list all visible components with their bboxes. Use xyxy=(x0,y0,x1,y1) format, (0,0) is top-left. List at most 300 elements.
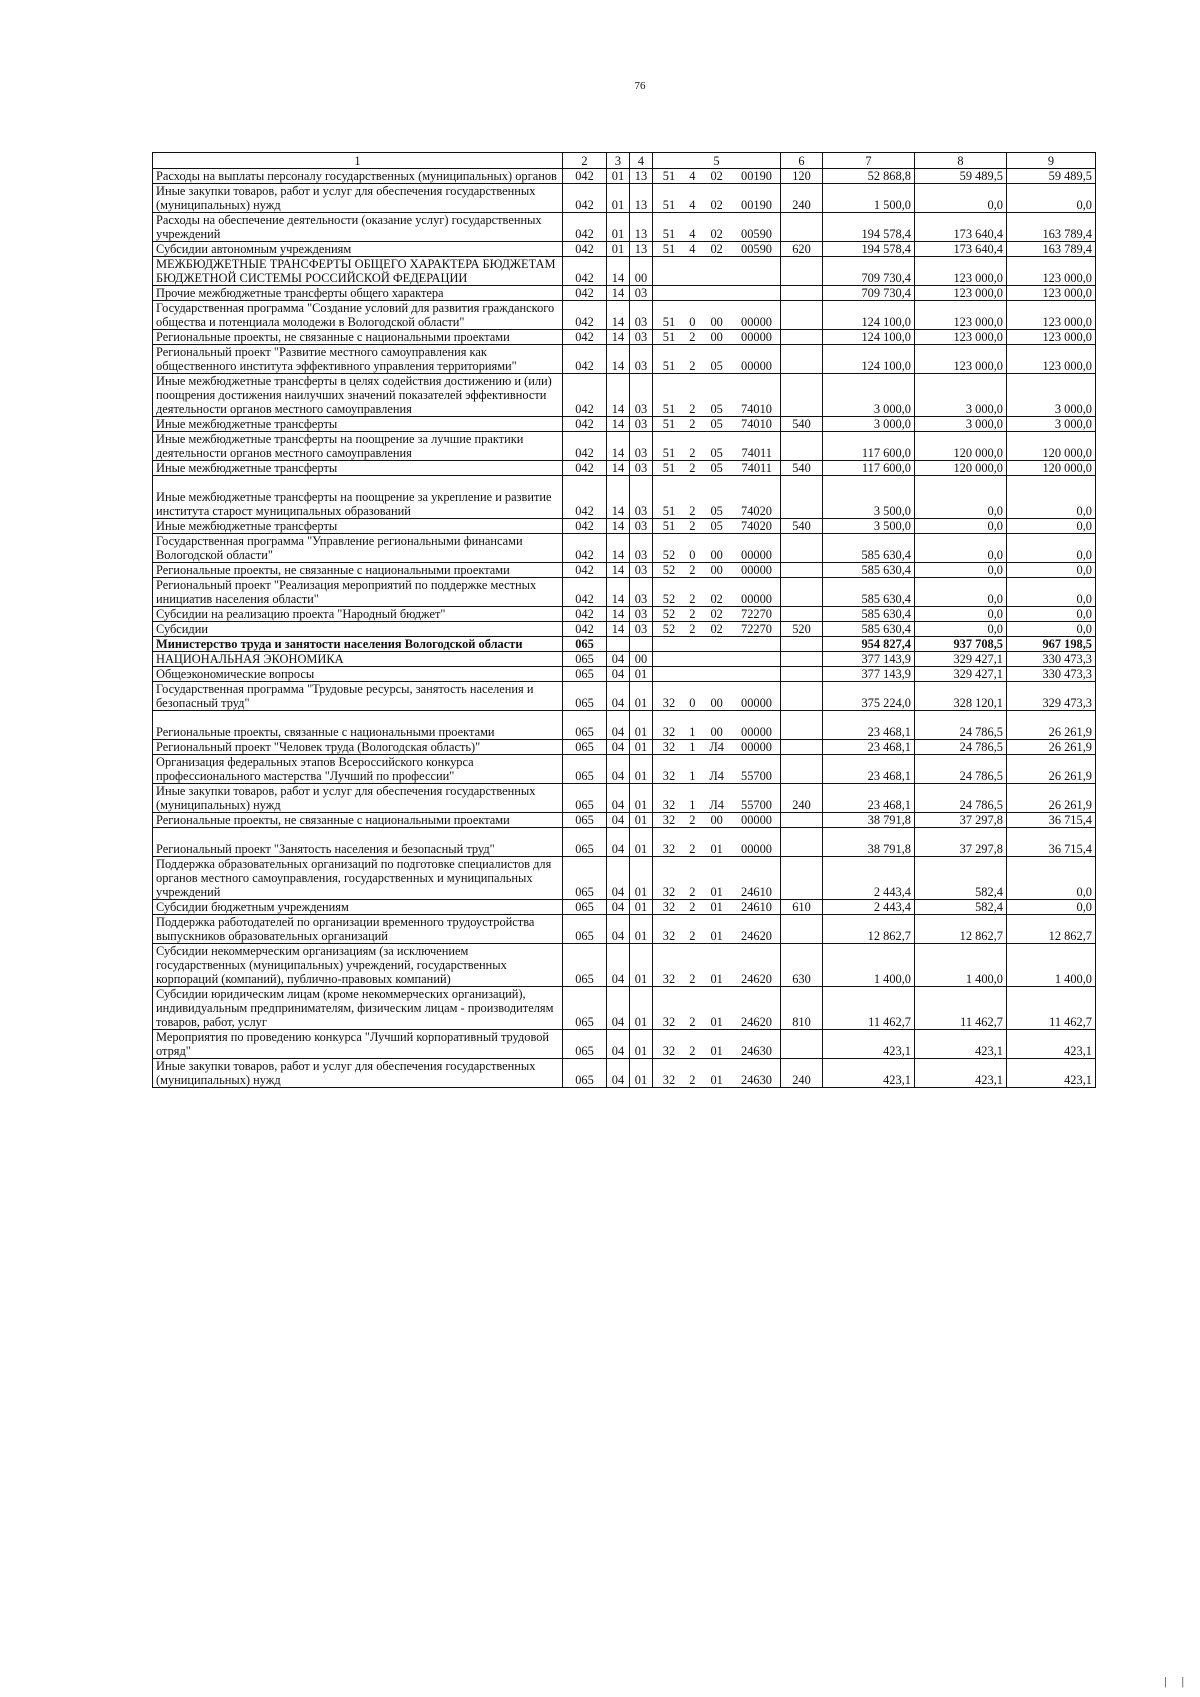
target-article-part: 74010 xyxy=(741,417,772,431)
target-article-code xyxy=(653,1030,781,1059)
amount-year-1: 23 468,1 xyxy=(823,755,915,784)
amount-year-1: 423,1 xyxy=(823,1030,915,1059)
amount-year-1: 124 100,0 xyxy=(823,330,915,345)
ved-code: 042 xyxy=(563,432,607,461)
target-article-part: Л4 xyxy=(709,798,724,812)
target-article-code xyxy=(653,301,781,330)
subsection-code: 03 xyxy=(630,432,653,461)
row-name: Субсидии некоммерческим организациям (за исключением государственных (муниципальных) учреждений, государственных корпораций (компаний), публично-правовых компаний) xyxy=(153,944,563,987)
amount-year-3: 36 715,4 xyxy=(1007,813,1096,828)
amount-year-3: 26 261,9 xyxy=(1007,711,1096,740)
target-article-part: 01 xyxy=(710,929,723,943)
row-name: Субсидии xyxy=(153,622,563,637)
subsection-code: 01 xyxy=(630,857,653,900)
amount-year-2: 0,0 xyxy=(915,563,1007,578)
target-article-part: 32 xyxy=(662,842,676,856)
amount-year-1: 194 578,4 xyxy=(823,213,915,242)
target-article-part: 32 xyxy=(662,813,676,827)
section-code: 04 xyxy=(607,740,630,755)
target-article-part: 24620 xyxy=(741,972,772,986)
amount-year-3: 12 862,7 xyxy=(1007,915,1096,944)
table-row xyxy=(153,637,1096,652)
target-article-part: 51 xyxy=(662,402,676,416)
amount-year-1: 117 600,0 xyxy=(823,461,915,476)
row-name: Иные межбюджетные трансферты xyxy=(153,519,563,534)
target-article-part: 00590 xyxy=(741,227,772,241)
amount-year-3: 0,0 xyxy=(1007,622,1096,637)
target-article-code xyxy=(653,784,781,813)
target-article-part: 00190 xyxy=(741,169,772,183)
target-article-code xyxy=(653,652,781,667)
target-article-part: 52 xyxy=(662,563,676,577)
ved-code: 042 xyxy=(563,286,607,301)
table-row xyxy=(153,900,1096,915)
target-article-code xyxy=(653,622,781,637)
amount-year-2: 11 462,7 xyxy=(915,987,1007,1030)
target-article-part: 00 xyxy=(710,725,723,739)
target-article-part: 00000 xyxy=(741,842,772,856)
table-row xyxy=(153,184,1096,213)
target-article-part: 01 xyxy=(710,885,723,899)
row-name: Расходы на обеспечение деятельности (оказание услуг) государственных учреждений xyxy=(153,213,563,242)
target-article-code xyxy=(653,987,781,1030)
amount-year-2: 37 297,8 xyxy=(915,813,1007,828)
amount-year-2: 423,1 xyxy=(915,1030,1007,1059)
target-article-code xyxy=(653,755,781,784)
target-article-part: 51 xyxy=(662,227,676,241)
amount-year-1: 23 468,1 xyxy=(823,784,915,813)
target-article-part: 05 xyxy=(710,359,723,373)
table-row xyxy=(153,257,1096,286)
target-article-code xyxy=(653,534,781,563)
row-name: Иные закупки товаров, работ и услуг для обеспечения государственных (муниципальных) нужд xyxy=(153,184,563,213)
target-article-code xyxy=(653,682,781,711)
amount-year-1: 585 630,4 xyxy=(823,534,915,563)
target-article-part: 55700 xyxy=(741,769,772,783)
target-article-part: 00000 xyxy=(741,548,772,562)
section-code: 14 xyxy=(607,257,630,286)
row-name: Региональный проект "Реализация мероприятий по поддержке местных инициатив населения области" xyxy=(153,578,563,607)
amount-year-1: 709 730,4 xyxy=(823,257,915,286)
table-row xyxy=(153,857,1096,900)
target-article-code xyxy=(653,184,781,213)
amount-year-2: 173 640,4 xyxy=(915,242,1007,257)
table-row xyxy=(153,944,1096,987)
subsection-code: 03 xyxy=(630,519,653,534)
section-code: 04 xyxy=(607,711,630,740)
target-article-code xyxy=(653,711,781,740)
target-article-part: 74011 xyxy=(741,446,772,460)
section-code: 14 xyxy=(607,607,630,622)
target-article-part: 1 xyxy=(689,740,696,754)
amount-year-3: 26 261,9 xyxy=(1007,784,1096,813)
target-article-part: 00 xyxy=(710,563,723,577)
row-name: Расходы на выплаты персоналу государственных (муниципальных) органов xyxy=(153,169,563,184)
target-article-part: 00590 xyxy=(741,242,772,256)
target-article-part: 0 xyxy=(689,315,696,329)
row-name: Мероприятия по проведению конкурса "Лучший корпоративный трудовой отряд" xyxy=(153,1030,563,1059)
ved-code: 042 xyxy=(563,461,607,476)
section-code: 04 xyxy=(607,682,630,711)
row-name: Общеэкономические вопросы xyxy=(153,667,563,682)
section-code: 04 xyxy=(607,944,630,987)
row-name: Организация федеральных этапов Всероссийского конкурса профессионального мастерства "Лучший по профессии" xyxy=(153,755,563,784)
target-article-part: Л4 xyxy=(709,769,724,783)
amount-year-2: 328 120,1 xyxy=(915,682,1007,711)
expense-type-code xyxy=(781,637,823,652)
target-article-code xyxy=(653,578,781,607)
target-article-code xyxy=(653,563,781,578)
subsection-code: 03 xyxy=(630,345,653,374)
target-article-code xyxy=(653,286,781,301)
ved-code: 042 xyxy=(563,578,607,607)
amount-year-1: 377 143,9 xyxy=(823,652,915,667)
ved-code: 065 xyxy=(563,637,607,652)
target-article-part: 51 xyxy=(662,315,676,329)
target-article-code xyxy=(653,257,781,286)
row-name: Поддержка работодателей по организации временного трудоустройства выпускников образовательных организаций xyxy=(153,915,563,944)
amount-year-3: 120 000,0 xyxy=(1007,432,1096,461)
subsection-code: 01 xyxy=(630,711,653,740)
ved-code: 042 xyxy=(563,374,607,417)
row-name: Субсидии бюджетным учреждениям xyxy=(153,900,563,915)
target-article-part: 2 xyxy=(689,446,696,460)
amount-year-1: 2 443,4 xyxy=(823,900,915,915)
subsection-code: 03 xyxy=(630,607,653,622)
target-article-part: 02 xyxy=(710,622,723,636)
subsection-code: 01 xyxy=(630,1059,653,1088)
amount-year-1: 117 600,0 xyxy=(823,432,915,461)
amount-year-3: 120 000,0 xyxy=(1007,461,1096,476)
target-article-part: 05 xyxy=(710,519,723,533)
table-row xyxy=(153,1030,1096,1059)
amount-year-2: 37 297,8 xyxy=(915,828,1007,857)
amount-year-1: 23 468,1 xyxy=(823,740,915,755)
target-article-part: 51 xyxy=(662,461,676,475)
ved-code: 042 xyxy=(563,417,607,432)
target-article-part: 24610 xyxy=(741,885,772,899)
amount-year-1: 38 791,8 xyxy=(823,828,915,857)
target-article-part: 74011 xyxy=(741,461,772,475)
section-code: 04 xyxy=(607,652,630,667)
amount-year-2: 24 786,5 xyxy=(915,711,1007,740)
target-article-code xyxy=(653,828,781,857)
target-article-part: 01 xyxy=(710,900,723,914)
row-name: НАЦИОНАЛЬНАЯ ЭКОНОМИКА xyxy=(153,652,563,667)
target-article-code xyxy=(653,900,781,915)
target-article-part: 4 xyxy=(689,227,696,241)
target-article-part: 2 xyxy=(689,900,696,914)
section-code: 14 xyxy=(607,417,630,432)
target-article-part: 05 xyxy=(710,504,723,518)
column-header: 9 xyxy=(1007,153,1096,169)
target-article-part: 05 xyxy=(710,402,723,416)
table-row xyxy=(153,213,1096,242)
expense-type-code: 540 xyxy=(781,461,823,476)
subsection-code: 01 xyxy=(630,1030,653,1059)
amount-year-3: 423,1 xyxy=(1007,1059,1096,1088)
amount-year-3: 423,1 xyxy=(1007,1030,1096,1059)
amount-year-2: 173 640,4 xyxy=(915,213,1007,242)
row-name: Иные межбюджетные трансферты в целях содействия достижению и (или) поощрения достижения наилучших значений показателей эффективности деятельности органов местного самоуправления xyxy=(153,374,563,417)
section-code: 01 xyxy=(607,213,630,242)
target-article-code xyxy=(653,607,781,622)
row-name: Министерство труда и занятости населения Вологодской области xyxy=(153,637,563,652)
section-code: 01 xyxy=(607,242,630,257)
table-row xyxy=(153,374,1096,417)
column-header: 4 xyxy=(630,153,653,169)
target-article-code xyxy=(653,637,781,652)
target-article-part: 00190 xyxy=(741,198,772,212)
amount-year-1: 1 400,0 xyxy=(823,944,915,987)
section-code: 04 xyxy=(607,755,630,784)
target-article-part: 2 xyxy=(689,607,696,621)
amount-year-2: 1 400,0 xyxy=(915,944,1007,987)
expense-type-code xyxy=(781,813,823,828)
ved-code: 065 xyxy=(563,915,607,944)
amount-year-1: 585 630,4 xyxy=(823,607,915,622)
target-article-part: 2 xyxy=(689,504,696,518)
expense-type-code xyxy=(781,667,823,682)
table-row xyxy=(153,330,1096,345)
row-name: Государственная программа "Управление региональными финансами Вологодской области" xyxy=(153,534,563,563)
ved-code: 065 xyxy=(563,900,607,915)
ved-code: 065 xyxy=(563,755,607,784)
subsection-code: 01 xyxy=(630,828,653,857)
amount-year-3: 0,0 xyxy=(1007,184,1096,213)
amount-year-2: 24 786,5 xyxy=(915,755,1007,784)
amount-year-1: 709 730,4 xyxy=(823,286,915,301)
amount-year-3: 26 261,9 xyxy=(1007,740,1096,755)
ved-code: 065 xyxy=(563,857,607,900)
ved-code: 065 xyxy=(563,1030,607,1059)
amount-year-1: 38 791,8 xyxy=(823,813,915,828)
table-row xyxy=(153,476,1096,519)
subsection-code: 01 xyxy=(630,784,653,813)
target-article-part: 51 xyxy=(662,242,676,256)
target-article-part: 2 xyxy=(689,417,696,431)
target-article-code xyxy=(653,476,781,519)
section-code xyxy=(607,637,630,652)
target-article-part: 51 xyxy=(662,198,676,212)
row-name: Иные межбюджетные трансферты xyxy=(153,461,563,476)
amount-year-2: 0,0 xyxy=(915,578,1007,607)
target-article-part: 4 xyxy=(689,242,696,256)
target-article-part: 2 xyxy=(689,359,696,373)
section-code: 14 xyxy=(607,578,630,607)
target-article-code xyxy=(653,330,781,345)
table-row xyxy=(153,286,1096,301)
target-article-part: 32 xyxy=(662,1044,676,1058)
target-article-part: 24620 xyxy=(741,1015,772,1029)
section-code: 04 xyxy=(607,857,630,900)
ved-code: 042 xyxy=(563,257,607,286)
target-article-part: 32 xyxy=(662,740,676,754)
amount-year-1: 1 500,0 xyxy=(823,184,915,213)
target-article-part: 01 xyxy=(710,842,723,856)
target-article-code xyxy=(653,213,781,242)
subsection-code: 03 xyxy=(630,534,653,563)
expense-type-code: 630 xyxy=(781,944,823,987)
amount-year-1: 3 500,0 xyxy=(823,476,915,519)
column-header: 2 xyxy=(563,153,607,169)
target-article-code xyxy=(653,242,781,257)
subsection-code: 03 xyxy=(630,417,653,432)
target-article-part: 52 xyxy=(662,622,676,636)
expense-type-code: 240 xyxy=(781,184,823,213)
table-row xyxy=(153,915,1096,944)
table-row xyxy=(153,242,1096,257)
target-article-part: 00000 xyxy=(741,696,772,710)
target-article-part: 0 xyxy=(689,548,696,562)
amount-year-3: 163 789,4 xyxy=(1007,242,1096,257)
amount-year-2: 59 489,5 xyxy=(915,169,1007,184)
amount-year-1: 423,1 xyxy=(823,1059,915,1088)
table-row xyxy=(153,563,1096,578)
amount-year-2: 24 786,5 xyxy=(915,784,1007,813)
expense-type-code: 540 xyxy=(781,417,823,432)
target-article-part: 01 xyxy=(710,972,723,986)
amount-year-1: 3 000,0 xyxy=(823,374,915,417)
expense-type-code: 120 xyxy=(781,169,823,184)
ved-code: 042 xyxy=(563,534,607,563)
target-article-part: 52 xyxy=(662,548,676,562)
amount-year-3: 163 789,4 xyxy=(1007,213,1096,242)
ved-code: 042 xyxy=(563,242,607,257)
ved-code: 065 xyxy=(563,667,607,682)
amount-year-3: 0,0 xyxy=(1007,578,1096,607)
target-article-code xyxy=(653,461,781,476)
expense-type-code xyxy=(781,213,823,242)
target-article-part: 32 xyxy=(662,1073,676,1087)
target-article-part: 02 xyxy=(710,592,723,606)
row-name: Региональные проекты, не связанные с национальными проектами xyxy=(153,813,563,828)
row-name: Иные межбюджетные трансферты xyxy=(153,417,563,432)
row-name: Иные межбюджетные трансферты на поощрение за лучшие практики деятельности органов местного самоуправления xyxy=(153,432,563,461)
target-article-part: 32 xyxy=(662,769,676,783)
ved-code: 065 xyxy=(563,944,607,987)
expense-type-code xyxy=(781,578,823,607)
target-article-part: 72270 xyxy=(741,622,772,636)
amount-year-2: 0,0 xyxy=(915,534,1007,563)
ved-code: 042 xyxy=(563,330,607,345)
amount-year-2: 0,0 xyxy=(915,184,1007,213)
table-row xyxy=(153,432,1096,461)
target-article-part: 01 xyxy=(710,1044,723,1058)
target-article-code xyxy=(653,519,781,534)
section-code: 04 xyxy=(607,1059,630,1088)
expense-type-code: 240 xyxy=(781,784,823,813)
row-name: Региональный проект "Развитие местного самоуправления как общественного института эффективного управления территориями" xyxy=(153,345,563,374)
subsection-code: 03 xyxy=(630,461,653,476)
target-article-part: 51 xyxy=(662,417,676,431)
row-name: Субсидии автономным учреждениям xyxy=(153,242,563,257)
ved-code: 042 xyxy=(563,563,607,578)
table-row xyxy=(153,652,1096,667)
target-article-code xyxy=(653,915,781,944)
ved-code: 042 xyxy=(563,607,607,622)
target-article-part: 2 xyxy=(689,1044,696,1058)
target-article-part: 0 xyxy=(689,696,696,710)
amount-year-3: 123 000,0 xyxy=(1007,286,1096,301)
expense-type-code xyxy=(781,257,823,286)
amount-year-2: 423,1 xyxy=(915,1059,1007,1088)
target-article-part: 32 xyxy=(662,972,676,986)
row-name: Субсидии юридическим лицам (кроме некоммерческих организаций), индивидуальным предпринимателям, физическим лицам - производителям товаров, работ, услуг xyxy=(153,987,563,1030)
subsection-code: 03 xyxy=(630,578,653,607)
amount-year-2: 3 000,0 xyxy=(915,417,1007,432)
target-article-part: 2 xyxy=(689,842,696,856)
target-article-part: 1 xyxy=(689,725,696,739)
ved-code: 042 xyxy=(563,345,607,374)
target-article-part: 00000 xyxy=(741,330,772,344)
target-article-part: 00000 xyxy=(741,740,772,754)
target-article-part: 55700 xyxy=(741,798,772,812)
subsection-code: 01 xyxy=(630,682,653,711)
expense-type-code xyxy=(781,857,823,900)
target-article-part: 51 xyxy=(662,330,676,344)
subsection-code: 03 xyxy=(630,286,653,301)
ved-code: 065 xyxy=(563,682,607,711)
table-row xyxy=(153,534,1096,563)
ved-code: 042 xyxy=(563,184,607,213)
column-number-row xyxy=(153,153,1096,169)
target-article-part: 32 xyxy=(662,725,676,739)
amount-year-1: 194 578,4 xyxy=(823,242,915,257)
amount-year-3: 967 198,5 xyxy=(1007,637,1096,652)
subsection-code: 01 xyxy=(630,667,653,682)
amount-year-1: 585 630,4 xyxy=(823,578,915,607)
target-article-part: 51 xyxy=(662,504,676,518)
target-article-part: Л4 xyxy=(709,740,724,754)
amount-year-3: 59 489,5 xyxy=(1007,169,1096,184)
section-code: 04 xyxy=(607,1030,630,1059)
target-article-code xyxy=(653,432,781,461)
section-code: 14 xyxy=(607,330,630,345)
ved-code: 065 xyxy=(563,813,607,828)
target-article-part: 00000 xyxy=(741,813,772,827)
subsection-code: 03 xyxy=(630,374,653,417)
target-article-part: 02 xyxy=(710,169,723,183)
target-article-code xyxy=(653,374,781,417)
amount-year-3: 0,0 xyxy=(1007,519,1096,534)
ved-code: 065 xyxy=(563,784,607,813)
column-header: 8 xyxy=(915,153,1007,169)
expense-type-code xyxy=(781,755,823,784)
subsection-code: 01 xyxy=(630,915,653,944)
amount-year-3: 3 000,0 xyxy=(1007,417,1096,432)
target-article-part: 2 xyxy=(689,330,696,344)
amount-year-2: 0,0 xyxy=(915,607,1007,622)
target-article-part: 74020 xyxy=(741,504,772,518)
subsection-code: 03 xyxy=(630,476,653,519)
amount-year-1: 23 468,1 xyxy=(823,711,915,740)
target-article-part: 51 xyxy=(662,519,676,533)
amount-year-3: 36 715,4 xyxy=(1007,828,1096,857)
amount-year-2: 123 000,0 xyxy=(915,301,1007,330)
amount-year-2: 12 862,7 xyxy=(915,915,1007,944)
section-code: 14 xyxy=(607,432,630,461)
page-number: 76 xyxy=(634,80,646,92)
amount-year-2: 24 786,5 xyxy=(915,740,1007,755)
section-code: 04 xyxy=(607,784,630,813)
target-article-part: 72270 xyxy=(741,607,772,621)
expense-type-code: 540 xyxy=(781,519,823,534)
section-code: 14 xyxy=(607,519,630,534)
amount-year-2: 3 000,0 xyxy=(915,374,1007,417)
target-article-part: 2 xyxy=(689,813,696,827)
target-article-code xyxy=(653,857,781,900)
